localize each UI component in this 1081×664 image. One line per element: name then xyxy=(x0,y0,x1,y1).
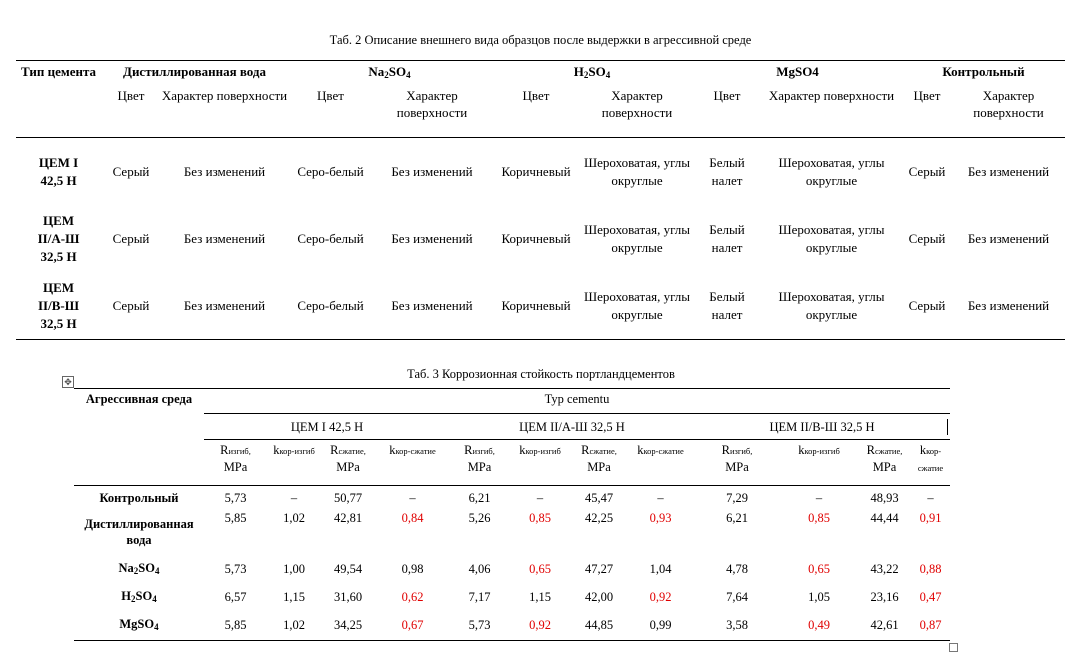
table3-subheader-r-comp: Rсжатие, MPa xyxy=(321,440,375,486)
table3-cell: 0,67 xyxy=(375,610,450,641)
table2-subheader-surface: Характер поверхности xyxy=(761,83,902,138)
table3-cement-1: ЦЕМ I 42,5 Н xyxy=(204,414,450,440)
table3-cell: 0,47 xyxy=(919,590,942,604)
table3-env: $Na_2SO_4$ xyxy=(118,560,160,576)
table2-cell: Без изменений xyxy=(952,272,1065,340)
table3-cell: 3,58 xyxy=(694,610,780,641)
table3-cell: 0,87 xyxy=(911,610,950,641)
table3-cell: 5,26 xyxy=(468,511,491,525)
table3-subheader-k-bend: kкор-изгиб xyxy=(509,440,571,486)
table2-group-mgso4: MgSO4 xyxy=(693,61,902,84)
table2-row xyxy=(16,272,1065,340)
table2-col-type: Тип цемента xyxy=(16,61,101,138)
table3-subheader-k-bend: kкор-изгиб xyxy=(780,440,858,486)
table3-cell: 6,21 xyxy=(726,511,748,525)
table3-subheader-r-bend: Rизгиб, MPa xyxy=(204,440,267,486)
table3-cell: 42,00 xyxy=(584,590,614,604)
table2-cell: Без изменений xyxy=(391,230,473,246)
table2-cell: Серый xyxy=(902,272,952,340)
table3-caption: Таб. 3 Коррозионная стойкость портландцементов xyxy=(407,367,675,381)
table3-cell: 7,64 xyxy=(726,590,748,604)
table2-cell: Шероховатая, углы округлые xyxy=(761,272,902,340)
table3-cell: 47,27 xyxy=(584,562,614,576)
table3-cell: – xyxy=(536,491,544,505)
table2-cell: Без изменений xyxy=(373,272,491,340)
table3-cell: 0,98 xyxy=(401,562,424,576)
table3-cell: 50,77 xyxy=(333,491,363,505)
table3-env: $H_2SO_4$ xyxy=(121,588,157,604)
table3-cement-3: ЦЕМ II/В-Ш 32,5 Н xyxy=(694,414,950,440)
table3 xyxy=(74,388,950,641)
table3-cell: – xyxy=(927,491,934,505)
table3-cell: 1,15 xyxy=(283,590,305,604)
table2-cell: Шероховатая, углы округлые xyxy=(778,154,885,188)
table2-cell: Шероховатая, углы округлые xyxy=(581,272,693,340)
table2-subheader-color: Цвет xyxy=(491,83,581,138)
table2-cell: Без изменений xyxy=(967,163,1050,179)
table3-subheader-k-comp: kкор-сжатие xyxy=(375,440,450,486)
table3-cell: 0,93 xyxy=(649,511,672,525)
table3-cell: 1,02 xyxy=(283,511,305,525)
table3-subheader-k-comp: kкор-сжатие xyxy=(911,440,950,486)
table3-cell: 0,88 xyxy=(919,562,942,576)
table2-cell: Без изменений xyxy=(161,272,288,340)
table2-subheader-surface: Характер поверхности xyxy=(161,83,288,138)
table3-cell: 0,65 xyxy=(808,562,830,576)
table3-env: Контрольный xyxy=(99,491,179,505)
table3-cell: 4,78 xyxy=(726,562,748,576)
table2-cement-type: ЦЕМ I 42,5 Н xyxy=(38,154,79,188)
table2-cement-type: ЦЕМ II/В-Ш 32,5 Н xyxy=(16,272,101,340)
table3-row xyxy=(74,510,950,554)
table3-cell: 1,02 xyxy=(267,610,321,641)
table3-cell: 7,17 xyxy=(468,590,491,604)
table3-cell: 42,61 xyxy=(858,610,911,641)
table2-group-distilled: Дистиллированная вода xyxy=(101,61,288,84)
table3-cell: 0,62 xyxy=(401,590,424,604)
table3-cell: 0,49 xyxy=(780,610,858,641)
table2-cement-type: ЦЕМ II/А-Ш 32,5 Н xyxy=(37,212,80,264)
table3-cell: – xyxy=(657,491,664,505)
table2-subheader-surface: Характер поверхности xyxy=(373,83,491,138)
table2-cell: Серо-белый xyxy=(297,230,364,246)
table3-row xyxy=(74,554,950,584)
table3-cell: 42,25 xyxy=(584,511,614,525)
table3-cell: 6,21 xyxy=(468,491,491,505)
table3-cell: 23,16 xyxy=(870,590,899,604)
table-move-handle[interactable]: ✥ xyxy=(62,376,74,388)
table2-cell: Серо-белый xyxy=(297,163,364,179)
table3-cell: 0,65 xyxy=(529,562,551,576)
table3-cell: 5,85 xyxy=(224,511,247,525)
table3-cell: 0,85 xyxy=(808,511,830,525)
table3-subheader-r-bend: Rизгиб, MPa xyxy=(450,440,509,486)
table2 xyxy=(16,60,1065,340)
table2-group-na2so4: $Na_2SO_4$ xyxy=(288,61,491,84)
table3-cell: 44,44 xyxy=(870,511,899,525)
table3-cell: 6,57 xyxy=(224,590,247,604)
table2-cell: Белый налет xyxy=(693,272,761,340)
table2-cell: Серый xyxy=(101,272,161,340)
table3-cell: 5,73 xyxy=(224,562,247,576)
table3-row xyxy=(74,610,950,641)
table2-caption: Таб. 2 Описание внешнего вида образцов после выдержки в агрессивной среде xyxy=(329,33,752,47)
table3-cell: 48,93 xyxy=(870,491,899,505)
table2-cell: Белый налет xyxy=(709,154,745,188)
table3-cell: 34,25 xyxy=(321,610,375,641)
table2-subheader-surface: Характер поверхности xyxy=(581,83,693,138)
table2-cell: Коричневый xyxy=(491,272,581,340)
table3-row xyxy=(74,584,950,610)
table3-col-type: Typ cementu xyxy=(204,389,950,414)
table2-subheader-color: Цвет xyxy=(693,83,761,138)
table2-row xyxy=(16,205,1065,272)
table3-cell: 0,92 xyxy=(649,590,672,604)
table2-cell: Шероховатая, углы округлые xyxy=(778,221,885,255)
table3-subheader-r-comp: Rсжатие, MPa xyxy=(571,440,627,486)
table3-cell: 4,06 xyxy=(468,562,491,576)
table2-cell: Коричневый xyxy=(501,230,571,246)
table2-group-control: Контрольный xyxy=(902,61,1065,84)
table3-cell: 5,73 xyxy=(224,491,247,505)
table3-cell: 1,15 xyxy=(529,590,551,604)
table3-cell: 7,29 xyxy=(726,491,748,505)
table2-group-h2so4: $H_2SO_4$ xyxy=(491,61,693,84)
table2-cell: Серо-белый xyxy=(288,272,373,340)
table3-subheader-k-comp: kкор-сжатие xyxy=(627,440,694,486)
table3-cell: 5,85 xyxy=(204,610,267,641)
table3-cell: 49,54 xyxy=(333,562,363,576)
table3-env: Дистиллированная вода xyxy=(84,517,194,547)
table2-cell: Без изменений xyxy=(967,230,1050,246)
table3-cell: 5,73 xyxy=(450,610,509,641)
table3-cell: 1,00 xyxy=(283,562,305,576)
table3-cell: 44,85 xyxy=(571,610,627,641)
text-cursor xyxy=(947,419,948,435)
table-resize-handle[interactable] xyxy=(949,643,958,652)
table2-cell: Серый xyxy=(908,163,946,179)
table3-subheader-blank xyxy=(74,440,204,486)
table3-cell: 1,04 xyxy=(649,562,672,576)
table2-subheader-surface: Характер поверхности xyxy=(952,83,1065,138)
table2-cell: Без изменений xyxy=(183,163,266,179)
table2-row xyxy=(16,138,1065,206)
table3-cell: – xyxy=(409,491,416,505)
table2-cell: Без изменений xyxy=(183,230,266,246)
table3-subheader-r-bend: Rизгиб, MPa xyxy=(694,440,780,486)
table2-subheader-color: Цвет xyxy=(101,83,161,138)
table3-cell: 45,47 xyxy=(584,491,614,505)
table3-cell: 0,91 xyxy=(919,511,942,525)
table3-cell: – xyxy=(290,491,298,505)
table3-cell: 43,22 xyxy=(870,562,899,576)
table2-cell: Белый налет xyxy=(709,221,745,255)
table3-cell: 0,84 xyxy=(401,511,424,525)
table2-cell: Шероховатая, углы округлые xyxy=(584,154,690,188)
table2-cell: Серый xyxy=(112,230,150,246)
table2-subheader-color: Цвет xyxy=(902,83,952,138)
table3-env: MgSO$_4$ xyxy=(74,610,204,641)
table3-cell: 0,99 xyxy=(627,610,694,641)
table3-subheader-r-comp: Rсжатие, MPa xyxy=(858,440,911,486)
table3-subheader-k-bend: kкор-изгиб xyxy=(267,440,321,486)
table3-cell: 0,92 xyxy=(509,610,571,641)
table2-cell: Шероховатая, углы округлые xyxy=(584,221,690,255)
table2-cell: Серый xyxy=(908,230,946,246)
table3-cell: 31,60 xyxy=(333,590,363,604)
table3-cell: 42,81 xyxy=(333,511,363,525)
table3-cement-2: ЦЕМ II/А-Ш 32,5 Н xyxy=(450,414,694,440)
table2-subheader-color: Цвет xyxy=(288,83,373,138)
table2-cell: Коричневый xyxy=(501,163,571,179)
table2-cell: Без изменений xyxy=(391,163,473,179)
table3-cell: – xyxy=(815,491,823,505)
table3-cell: 1,05 xyxy=(808,590,830,604)
table2-cell: Серый xyxy=(112,163,150,179)
table3-col-env: Агрессивная среда xyxy=(74,389,204,414)
table3-cell: 0,85 xyxy=(529,511,551,525)
table3-row xyxy=(74,486,950,511)
